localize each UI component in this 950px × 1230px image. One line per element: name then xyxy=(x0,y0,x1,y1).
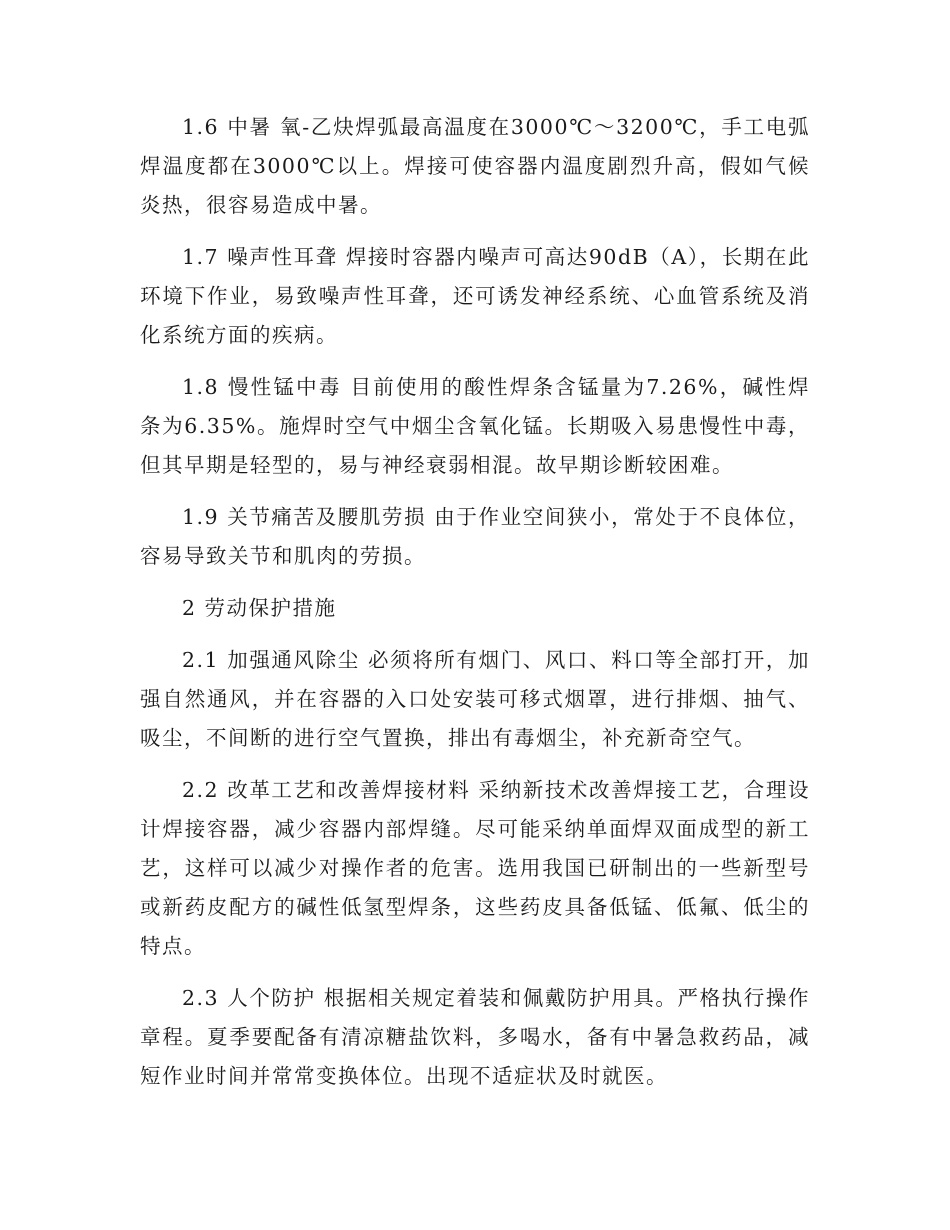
paragraph-1-8-manganese-poisoning: 1.8 慢性锰中毒 目前使用的酸性焊条含锰量为7.26%，碱性焊条为6.35%。施焊时空气中烟尘含氧化锰。长期吸入易患慢性中毒，但其早期是轻型的，易与神经衰弱相混。故早期诊断较困难。 xyxy=(140,375,810,477)
paragraph-1-9-joint-strain: 1.9 关节痛苦及腰肌劳损 由于作业空间狭小，常处于不良体位，容易导致关节和肌肉的劳损。 xyxy=(140,505,810,568)
paragraph-1-7-noise-deafness: 1.7 噪声性耳聋 焊接时容器内噪声可高达90dB（A），长期在此环境下作业，易致噪声性耳聋，还可诱发神经系统、心血管系统及消化系统方面的疾病。 xyxy=(140,245,810,347)
paragraph-2-1-ventilation: 2.1 加强通风除尘 必须将所有烟门、风口、料口等全部打开，加强自然通风，并在容器的入口处安装可移式烟罩，进行排烟、抽气、吸尘，不间断的进行空气置换，排出有毒烟尘，补充新奇空气。 xyxy=(140,648,810,750)
paragraph-1-6-heatstroke: 1.6 中暑 氧-乙炔焊弧最高温度在3000℃～3200℃，手工电弧焊温度都在3000℃以上。焊接可使容器内温度剧烈升高，假如气候炎热，很容易造成中暑。 xyxy=(140,115,810,217)
paragraph-2-2-process-materials: 2.2 改革工艺和改善焊接材料 采纳新技术改善焊接工艺，合理设计焊接容器，减少容器内部焊缝。尽可能采纳单面焊双面成型的新工艺，这样可以减少对操作者的危害。选用我国已研制出的一些新型号或新药皮配方的碱性低氢型焊条，这些药皮具备低锰、低氟、低尘的特点。 xyxy=(140,778,810,958)
paragraph-2-3-personal-protection: 2.3 人个防护 根据相关规定着装和佩戴防护用具。严格执行操作章程。夏季要配备有清凉糖盐饮料，多喝水，备有中暑急救药品，减短作业时间并常常变换体位。出现不适症状及时就医。 xyxy=(140,986,810,1088)
section-heading-2: 2 劳动保护措施 xyxy=(182,596,337,620)
document-body xyxy=(140,108,810,1109)
